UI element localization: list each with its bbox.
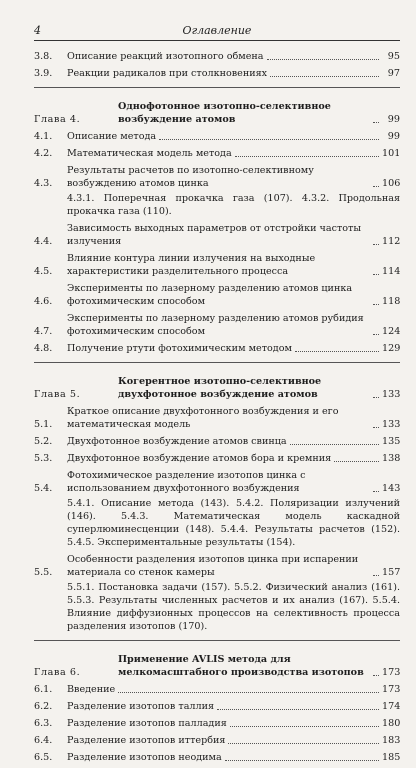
toc-entry <box>34 452 400 465</box>
section-number: 4.8. <box>34 343 53 354</box>
entry-body <box>118 100 400 126</box>
dot-leader <box>235 156 379 157</box>
toc-entry <box>34 312 400 338</box>
section-number: 3.8. <box>34 51 53 62</box>
page-ref: 157 <box>382 567 401 578</box>
page-ref: 99 <box>387 114 400 125</box>
toc-entry <box>34 130 400 143</box>
page-ref: 173 <box>382 684 401 695</box>
toc-entry <box>34 67 400 80</box>
section-number: 3.9. <box>34 68 53 79</box>
entry-body <box>67 435 400 448</box>
section-number: 6.5. <box>34 752 53 763</box>
section-title: Эксперименты по лазерному разделению атомов цинка фотохимическим способом <box>67 283 353 307</box>
dot-leader <box>228 743 379 744</box>
page-ref: 138 <box>382 453 401 464</box>
page-ref: 180 <box>382 718 401 729</box>
page-ref: 101 <box>382 148 401 159</box>
dot-leader <box>373 334 379 335</box>
chapter-title: Однофотонное изотопно-селективное возбуждение атомов <box>118 101 331 125</box>
dot-leader <box>373 575 379 576</box>
section-number: 5.1. <box>34 419 53 430</box>
dot-leader <box>217 709 379 710</box>
dot-leader <box>373 304 379 305</box>
entry-body <box>118 375 400 401</box>
dot-leader <box>373 244 379 245</box>
toc-entry <box>34 469 400 495</box>
page-ref: 185 <box>382 752 401 763</box>
dot-leader <box>373 186 379 187</box>
section-title: Математическая модель метода <box>67 148 232 159</box>
entry-body <box>67 342 400 355</box>
chapter-separator <box>34 362 400 363</box>
header-title: Оглавление <box>182 24 252 37</box>
toc-entry <box>34 50 400 63</box>
section-title: Разделение изотопов неодима <box>67 752 222 763</box>
dot-leader <box>373 274 379 275</box>
page-ref: 112 <box>382 236 401 247</box>
dot-leader <box>267 59 379 60</box>
dot-leader <box>118 692 379 693</box>
section-number: 4.1. <box>34 131 53 142</box>
section-title: Зависимость выходных параметров от отстройки частоты излучения <box>67 223 361 247</box>
page-ref: 133 <box>382 389 401 400</box>
entry-body <box>67 312 400 338</box>
dot-leader <box>295 351 379 352</box>
section-number: 4.7. <box>34 326 53 337</box>
entry-body <box>67 734 400 747</box>
chapter-separator <box>34 640 400 641</box>
dot-leader <box>334 461 379 462</box>
section-title: Влияние контура линии излучения на выходные характеристики разделительного процесса <box>67 253 316 277</box>
section-number: 6.2. <box>34 701 53 712</box>
toc-entry <box>34 282 400 308</box>
entry-body <box>67 700 400 713</box>
toc-entry <box>34 683 400 696</box>
entry-body <box>118 653 400 679</box>
section-number: 4.3. <box>34 178 53 189</box>
dot-leader <box>230 726 379 727</box>
header-rule <box>34 40 400 41</box>
page-number: 4 <box>34 24 41 37</box>
subsection-list: 4.3.1. Поперечная прокачка газа (107). 4.3.2. Продольная прокачка газа (110). <box>67 193 400 217</box>
entry-body <box>67 67 400 80</box>
subsection-list: 5.5.1. Постановка задачи (157). 5.5.2. Физический анализ (161). 5.5.3. Результаты численных расчетов и их анализ (167). 5.5.4. Влияние диффузионных процессов на селективность процесса разделения изотопов (170). <box>67 582 400 632</box>
entry-body <box>67 683 400 696</box>
entry-body <box>67 222 400 248</box>
section-title: Описание реакций изотопного обмена <box>67 51 264 62</box>
dot-leader <box>225 760 379 761</box>
subsection-list: 5.4.1. Описание метода (143). 5.4.2. Поляризации излучений (146). 5.4.3. Математическая модель каскадной суперлюминесценции (148). 5.4.4. Результаты расчетов (152). 5.4.5. Экспериментальные результаты (154). <box>67 498 400 548</box>
section-title: Двухфотонное возбуждение атомов бора и кремния <box>67 453 332 464</box>
entry-body <box>67 130 400 143</box>
toc-entry <box>34 405 400 431</box>
dot-leader <box>373 427 379 428</box>
section-number: 6.1. <box>34 684 53 695</box>
page-ref: 106 <box>382 178 401 189</box>
section-number: 4.5. <box>34 266 53 277</box>
entry-body <box>67 282 400 308</box>
entry-body <box>67 252 400 278</box>
entry-body <box>67 405 400 431</box>
toc-entry <box>34 222 400 248</box>
dot-leader <box>159 139 379 140</box>
entry-body <box>67 469 400 495</box>
page-ref: 97 <box>387 68 400 79</box>
toc-entry <box>34 717 400 730</box>
chapter-number: Глава 4. <box>34 114 81 125</box>
section-title: Разделение изотопов палладия <box>67 718 227 729</box>
entry-body <box>67 717 400 730</box>
page-ref: 124 <box>382 326 401 337</box>
page-ref: 118 <box>382 296 401 307</box>
section-title: Краткое описание двухфотонного возбуждения и его математическая модель <box>67 406 339 430</box>
section-number: 5.4. <box>34 483 53 494</box>
page-ref: 174 <box>382 701 401 712</box>
page-ref: 135 <box>382 436 401 447</box>
section-number: 6.3. <box>34 718 53 729</box>
entry-body <box>67 164 400 190</box>
section-title: Результаты расчетов по изотопно-селективному возбуждению атомов цинка <box>67 165 314 189</box>
chapter-separator <box>34 87 400 88</box>
section-number: 5.5. <box>34 567 53 578</box>
section-title: Разделение изотопов иттербия <box>67 735 226 746</box>
toc-entry <box>34 751 400 764</box>
section-title: Получение ртути фотохимическим методом <box>67 343 292 354</box>
section-title: Двухфотонное возбуждение атомов свинца <box>67 436 287 447</box>
section-number: 4.6. <box>34 296 53 307</box>
section-number: 4.2. <box>34 148 53 159</box>
toc-entry <box>34 342 400 355</box>
toc-entry <box>34 700 400 713</box>
page-ref: 95 <box>387 51 400 62</box>
page-ref: 143 <box>382 483 401 494</box>
section-number: 5.3. <box>34 453 53 464</box>
chapter-heading <box>34 371 400 401</box>
chapter-title: Применение AVLIS метода для мелкомасштабного производства изотопов <box>118 654 364 678</box>
dot-leader <box>373 122 379 123</box>
entry-body <box>67 553 400 579</box>
toc-entry <box>34 734 400 747</box>
page-ref: 183 <box>382 735 401 746</box>
toc-entry <box>34 252 400 278</box>
entry-body <box>67 751 400 764</box>
chapter-title: Когерентное изотопно-селективное двухфотонное возбуждение атомов <box>118 376 322 400</box>
dot-leader <box>373 491 379 492</box>
toc-entry <box>34 147 400 160</box>
page-ref: 133 <box>382 419 401 430</box>
section-title: Фотохимическое разделение изотопов цинка с использованием двухфотонного возбуждения <box>67 470 306 494</box>
page-ref: 99 <box>387 131 400 142</box>
entry-body <box>67 147 400 160</box>
section-number: 6.4. <box>34 735 53 746</box>
section-title: Введение <box>67 684 116 695</box>
toc-entry <box>34 164 400 190</box>
section-title: Особенности разделения изотопов цинка при испарении материала со стенок камеры <box>67 554 359 578</box>
dot-leader <box>373 675 379 676</box>
section-title: Эксперименты по лазерному разделению атомов рубидия фотохимическим способом <box>67 313 364 337</box>
section-title: Реакции радикалов при столкновениях <box>67 68 268 79</box>
section-title: Разделение изотопов таллия <box>67 701 215 712</box>
page-ref: 114 <box>382 266 401 277</box>
entry-body <box>67 452 400 465</box>
chapter-number: Глава 5. <box>34 389 81 400</box>
entry-body <box>67 50 400 63</box>
chapter-heading <box>34 96 400 126</box>
dot-leader <box>290 444 379 445</box>
toc-entry <box>34 553 400 579</box>
section-title: Описание метода <box>67 131 157 142</box>
running-header <box>34 24 400 40</box>
page-ref: 129 <box>382 343 401 354</box>
dot-leader <box>373 397 379 398</box>
chapter-number: Глава 6. <box>34 667 81 678</box>
section-number: 4.4. <box>34 236 53 247</box>
toc-entry <box>34 435 400 448</box>
page-ref: 173 <box>382 667 401 678</box>
table-of-contents <box>34 50 400 768</box>
dot-leader <box>270 76 379 77</box>
section-number: 5.2. <box>34 436 53 447</box>
